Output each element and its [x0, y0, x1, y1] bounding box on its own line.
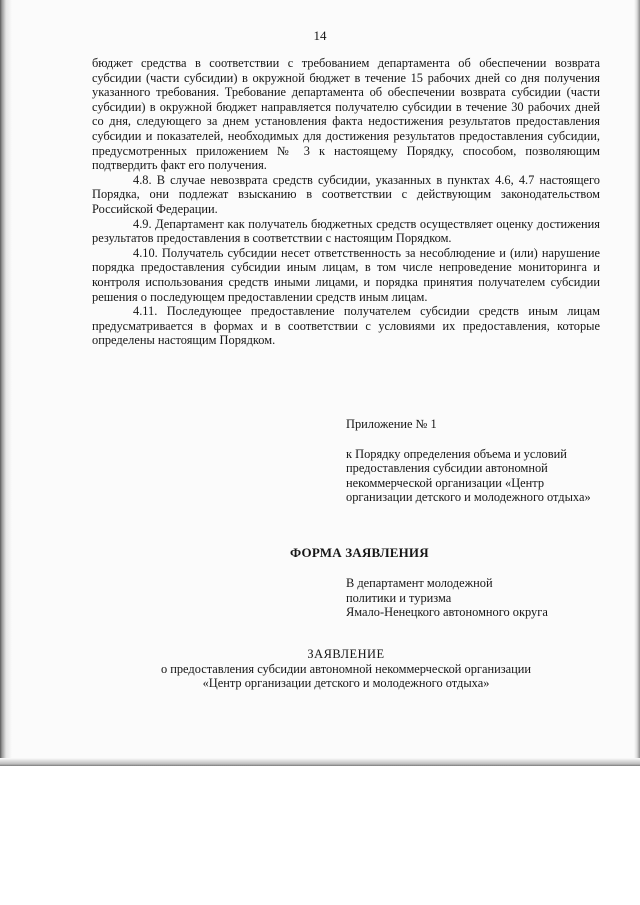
paragraph-4-9: 4.9. Департамент как получатель бюджетных средств осуществляет оценку достижения результатов предоставления в соответствии с настоящим Порядком. — [92, 216, 600, 246]
statement-heading: ЗАЯВЛЕНИЕ — [307, 647, 385, 661]
addressee-line: политики и туризма — [346, 590, 452, 605]
paragraph-4-8: 4.8. В случае невозврата средств субсидии, указанных в пунктах 4.6, 4.7 настоящего Порядка, они подлежат взысканию в соответствии с действующим законодательством Российской Федерации. — [92, 172, 600, 216]
appendix-block — [346, 417, 596, 505]
paragraph-4-11: 4.11. Последующее предоставление получателем субсидии средств иным лицам предусматривается в формах и в соответствии с условиями их предоставления, которые определены настоящим Порядком. — [92, 304, 600, 348]
statement-subtitle-line: «Центр организации детского и молодежного отдыха» — [202, 676, 490, 691]
form-title: ФОРМА ЗАЯВЛЕНИЯ — [290, 545, 429, 560]
scan-edge-left — [0, 0, 12, 766]
statement-subtitle-line: о предоставления субсидии автономной некоммерческой организации — [160, 661, 532, 676]
appendix-description: к Порядку определения объема и условий предоставления субсидии автономной некоммерческой организации «Центр организации детского и молодежного отдыха» — [346, 446, 591, 505]
addressee-line: В департамент молодежной — [346, 576, 493, 590]
statement-block — [92, 647, 600, 691]
scan-edge-right — [634, 0, 640, 766]
page-number: 14 — [313, 28, 327, 43]
appendix-number: Приложение № 1 — [346, 417, 437, 431]
body-text — [92, 56, 600, 348]
scan-edge-bottom — [0, 758, 640, 766]
addressee-block — [346, 576, 606, 620]
addressee-line: Ямало-Ненецкого автономного округа — [346, 605, 548, 620]
blank-area — [0, 766, 640, 905]
paragraph-4-10: 4.10. Получатель субсидии несет ответственность за несоблюдение и (или) нарушение порядка предоставления субсидии иным лицам, в том числе непроведение мониторинга и контроля использования средств иными лицами, и порядка принятия получателем субсидии решения о последующем предоставлении средств иным лицам. — [92, 245, 600, 304]
paragraph-continuation: бюджет средства в соответствии с требованием департамента об обеспечении возврата субсидии (части субсидии) в окружной бюджет в течение 15 рабочих дней со дня получения указанного требования. Требование департамента об обеспечении возврата субсидии (части субсидии) в окружной бюджет направляется получателю субсидии в течение 30 рабочих дней со дня, следующего за днем установления факта недостижения результатов предоставления субсидии и показателей, необходимых для достижения результатов предоставления субсидии, предусмотренных приложением № 3 к настоящему Порядку, способом, позволяющим подтвердить факт его получения. — [92, 56, 600, 173]
